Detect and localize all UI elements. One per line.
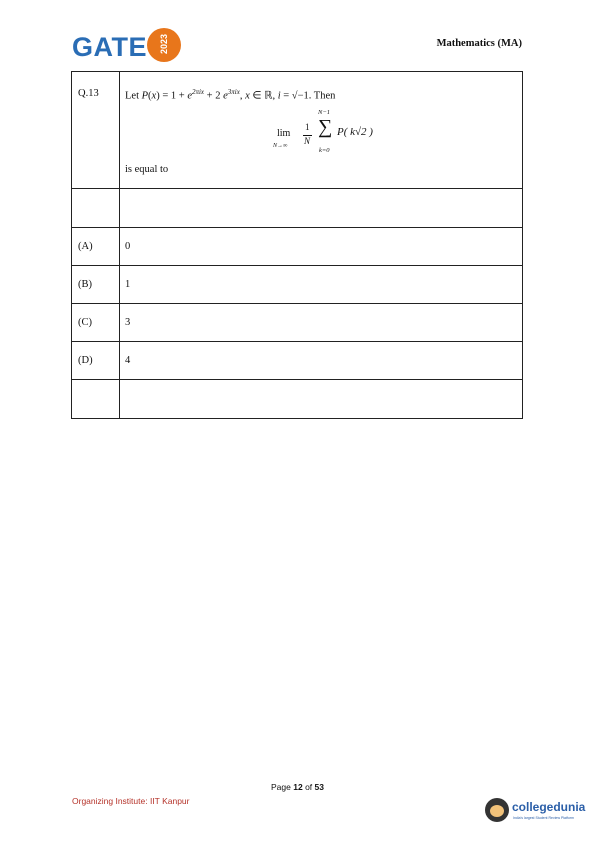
blank-cell xyxy=(120,380,523,419)
page-of: of xyxy=(302,782,315,792)
option-row-d xyxy=(72,342,523,380)
page-number xyxy=(0,782,595,792)
blank-row xyxy=(72,380,523,419)
formula-frac-numerator: 1 xyxy=(305,121,310,132)
page-total: 53 xyxy=(314,782,324,792)
formula-frac-denominator: N xyxy=(304,135,311,146)
option-row-b xyxy=(72,266,523,304)
formula-sum-upper: N−1 xyxy=(318,108,330,116)
formula-lim: lim xyxy=(277,127,291,139)
gate-logo-year: 2023 xyxy=(159,33,169,54)
option-value: 1 xyxy=(120,266,523,304)
collegedunia-logo xyxy=(485,796,595,832)
subject-title: Mathematics (MA) xyxy=(436,38,522,49)
organizing-institute: Organizing Institute: IIT Kanpur xyxy=(72,796,190,806)
formula-sum-lower: k=0 xyxy=(319,146,330,154)
option-row-a xyxy=(72,228,523,266)
option-value: 0 xyxy=(120,228,523,266)
question-stem: Let $P(x) = 1 + e^{2\pi ix} + 2$ $e^{3\pi ix}$, x ∈ ℝ, i = √−1. Then xyxy=(125,88,336,102)
brand-tagline: India's largest Student Review Platform xyxy=(513,816,574,820)
option-label: (C) xyxy=(72,304,120,342)
blank-cell xyxy=(120,189,523,228)
option-row-c xyxy=(72,304,523,342)
option-label: (A) xyxy=(72,228,120,266)
brand-name: collegedunia xyxy=(512,800,586,814)
formula-sigma: ∑ xyxy=(318,115,333,138)
gate-logo xyxy=(72,28,182,72)
formula-argument: P( k√2 ) xyxy=(337,125,373,138)
page-prefix: Page xyxy=(271,782,294,792)
blank-cell xyxy=(72,380,120,419)
blank-cell xyxy=(72,189,120,228)
option-label: (D) xyxy=(72,342,120,380)
question-ending: is equal to xyxy=(125,163,169,175)
question-number-cell xyxy=(72,72,120,189)
mascot-icon xyxy=(485,798,509,822)
limit-formula xyxy=(125,102,522,172)
question-table xyxy=(71,71,523,419)
gate-logo-text: GATE xyxy=(72,32,147,62)
option-value: 3 xyxy=(120,304,523,342)
formula-lim-sub: N→∞ xyxy=(273,142,288,149)
question-number: Q.13 xyxy=(78,88,99,99)
blank-row xyxy=(72,189,523,228)
question-text-cell xyxy=(120,72,523,189)
question-row xyxy=(72,72,523,189)
option-label: (B) xyxy=(72,266,120,304)
page-current: 12 xyxy=(293,782,303,792)
option-value: 4 xyxy=(120,342,523,380)
